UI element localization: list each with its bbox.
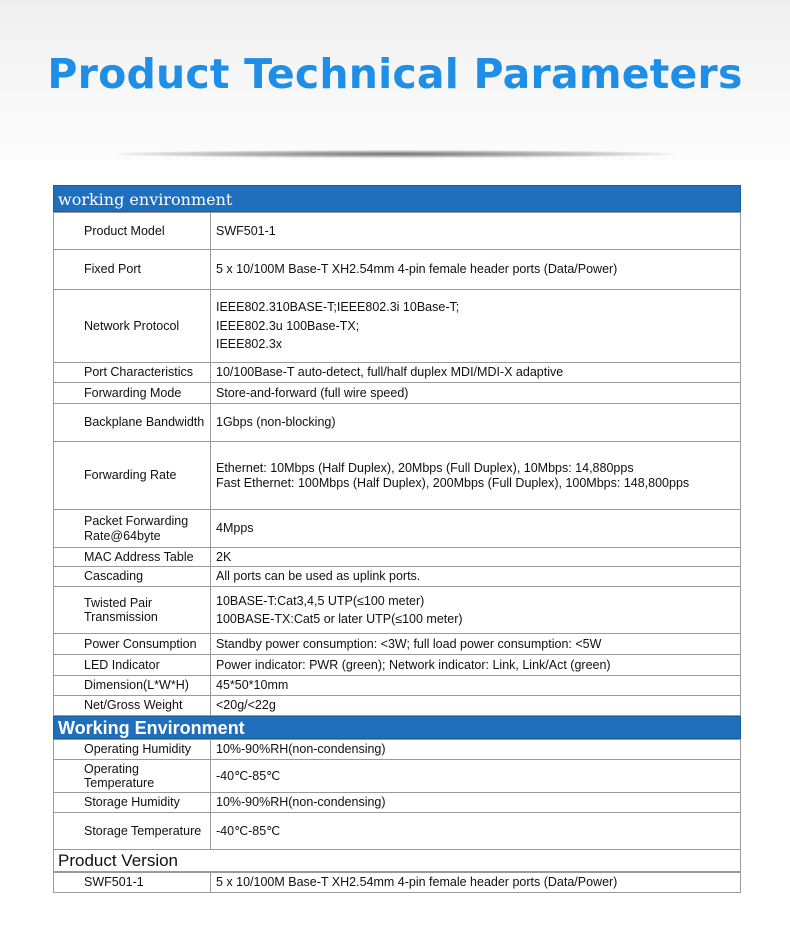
table-row — [54, 655, 741, 676]
parameter-value-line: -40℃-85℃ — [216, 823, 281, 838]
parameter-label: Fixed Port — [54, 250, 211, 290]
section-header-product-version — [53, 850, 741, 872]
table-row — [54, 548, 741, 567]
parameter-label: Network Protocol — [54, 290, 211, 363]
section-title: Working Environment — [58, 718, 245, 738]
parameter-value-line: Ethernet: 10Mbps (Half Duplex), 20Mbps (Full Duplex), 10Mbps: 14,880pps — [216, 461, 634, 476]
table-row — [54, 363, 741, 383]
parameter-value-line: 10/100Base-T auto-detect, full/half duplex MDI/MDI-X adaptive — [216, 365, 564, 380]
parameter-value-line: IEEE802.3u 100Base-TX; — [216, 318, 360, 333]
parameter-value-line: IEEE802.3x — [216, 337, 283, 352]
spec-table — [53, 212, 741, 716]
parameter-value-line: -40℃-85℃ — [216, 768, 281, 783]
table-row — [54, 383, 741, 404]
parameter-value — [211, 567, 741, 587]
parameter-label: Operating Temperature — [54, 760, 211, 793]
parameter-value-line: 4Mpps — [216, 521, 254, 536]
parameter-label: Net/Gross Weight — [54, 696, 211, 716]
parameter-label: Dimension(L*W*H) — [54, 676, 211, 696]
parameter-label: Power Consumption — [54, 634, 211, 655]
parameter-value — [211, 696, 741, 716]
table-row — [54, 740, 741, 760]
parameter-label: LED Indicator — [54, 655, 211, 676]
parameter-value-line: 2K — [216, 549, 232, 564]
parameter-value — [211, 793, 741, 813]
parameter-label: SWF501-1 — [54, 873, 211, 893]
parameter-value-line: 10BASE-T:Cat3,4,5 UTP(≤100 meter) — [216, 593, 425, 608]
parameter-value-line: 5 x 10/100M Base-T XH2.54mm 4-pin female header ports (Data/Power) — [216, 262, 618, 277]
page-title: Product Technical Parameters — [47, 50, 743, 98]
section-title: working environment — [58, 190, 233, 209]
parameter-value — [211, 587, 741, 634]
parameter-value — [211, 442, 741, 510]
table-row — [54, 442, 741, 510]
parameter-value-line: 10%-90%RH(non-condensing) — [216, 795, 386, 810]
parameter-label: Backplane Bandwidth — [54, 404, 211, 442]
parameter-value-line: <20g/<22g — [216, 698, 276, 713]
parameter-value — [211, 250, 741, 290]
parameter-value — [211, 813, 741, 850]
environment-table — [53, 739, 741, 850]
parameter-value-line: Standby power consumption: <3W; full load power consumption: <5W — [216, 636, 602, 651]
parameter-label: Forwarding Mode — [54, 383, 211, 404]
parameter-value — [211, 634, 741, 655]
parameter-value-line: 100BASE-TX:Cat5 or later UTP(≤100 meter) — [216, 612, 463, 626]
table-row — [54, 510, 741, 548]
parameter-label: Forwarding Rate — [54, 442, 211, 510]
section-header-working-environment — [53, 185, 741, 212]
parameter-value — [211, 655, 741, 676]
parameter-label: Cascading — [54, 567, 211, 587]
parameter-value — [211, 213, 741, 250]
table-row — [54, 587, 741, 634]
parameter-value-line: SWF501-1 — [216, 223, 276, 238]
table-row — [54, 250, 741, 290]
parameter-value — [211, 383, 741, 404]
parameter-value-line: 1Gbps (non-blocking) — [216, 415, 336, 430]
parameter-label: Port Characteristics — [54, 363, 211, 383]
parameter-value — [211, 760, 741, 793]
table-row — [54, 404, 741, 442]
parameter-value — [211, 510, 741, 548]
parameter-value-line: All ports can be used as uplink ports. — [216, 569, 421, 584]
table-row — [54, 793, 741, 813]
parameter-value — [211, 290, 741, 363]
parameter-value-line: 10%-90%RH(non-condensing) — [216, 742, 386, 757]
table-row — [54, 676, 741, 696]
table-row — [54, 813, 741, 850]
parameter-value-line: Power indicator: PWR (green); Network indicator: Link, Link/Act (green) — [216, 657, 611, 672]
parameter-value — [211, 740, 741, 760]
parameter-value — [211, 873, 741, 893]
parameter-label: Operating Humidity — [54, 740, 211, 760]
parameter-value-line: 45*50*10mm — [216, 678, 289, 693]
parameter-value-line: Fast Ethernet: 100Mbps (Half Duplex), 200Mbps (Full Duplex), 100Mbps: 148,800pps — [216, 475, 690, 490]
parameter-value — [211, 363, 741, 383]
parameter-label: Product Model — [54, 213, 211, 250]
section-title: Product Version — [58, 851, 179, 870]
spec-sheet — [53, 185, 741, 893]
table-row — [54, 290, 741, 363]
parameter-value — [211, 676, 741, 696]
table-row — [54, 696, 741, 716]
header-banner — [0, 0, 790, 160]
table-row — [54, 213, 741, 250]
parameter-label: Storage Temperature — [54, 813, 211, 850]
banner-shadow — [115, 150, 675, 158]
table-row — [54, 634, 741, 655]
parameter-value — [211, 404, 741, 442]
parameter-value-line: 5 x 10/100M Base-T XH2.54mm 4-pin female header ports (Data/Power) — [216, 875, 618, 890]
parameter-label: Packet Forwarding Rate@64byte — [54, 510, 211, 548]
parameter-value — [211, 548, 741, 567]
parameter-label: Storage Humidity — [54, 793, 211, 813]
parameter-value-line: IEEE802.310BASE-T;IEEE802.3i 10Base-T; — [216, 300, 460, 315]
parameter-label: Twisted Pair Transmission — [54, 587, 211, 634]
version-table — [53, 872, 741, 893]
table-row — [54, 567, 741, 587]
section-header-environment — [53, 716, 741, 739]
parameter-value-line: Store-and-forward (full wire speed) — [216, 385, 409, 400]
parameter-label: MAC Address Table — [54, 548, 211, 567]
table-row — [54, 760, 741, 793]
table-row — [54, 873, 741, 893]
